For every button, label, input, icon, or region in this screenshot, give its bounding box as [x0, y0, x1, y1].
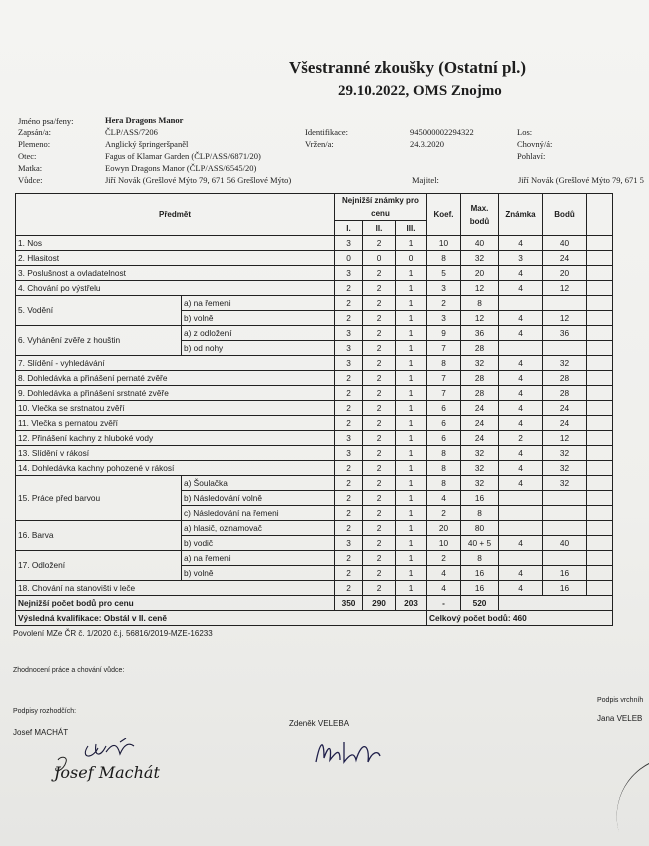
cell-koef: 8	[427, 356, 461, 371]
cell-points: 28	[543, 371, 587, 386]
cell-max: 40 + 5	[461, 536, 499, 551]
cell-i: 2	[335, 581, 363, 596]
row-subitem: a) hlasič, oznamovač	[182, 521, 335, 536]
cell-ii: 2	[363, 521, 396, 536]
table-row	[16, 476, 613, 491]
dog-handler: Jiří Novák (Grešlové Mýto 79, 671 56 Grešlové Mýto)	[105, 175, 292, 185]
results-body	[16, 236, 613, 596]
cell-grade: 4	[499, 356, 543, 371]
label-born: Vržen/a:	[305, 139, 334, 149]
cell-iii: 1	[396, 551, 427, 566]
table-row	[16, 356, 613, 371]
cell-i: 2	[335, 386, 363, 401]
table-row	[16, 461, 613, 476]
cell-iii: 1	[396, 536, 427, 551]
cell-grade: 2	[499, 431, 543, 446]
cell-points	[543, 551, 587, 566]
judge-2-name: Zdeněk VELEBA	[289, 719, 350, 728]
cell-koef: 20	[427, 521, 461, 536]
evaluation-label: Zhodnocení práce a chování vůdce:	[13, 667, 125, 674]
cell-i: 2	[335, 551, 363, 566]
row-subject: 8. Dohledávka a přinášení pernaté zvěře	[16, 371, 335, 386]
cell-koef: 8	[427, 461, 461, 476]
dog-born: 24.3.2020	[410, 139, 444, 149]
cell-empty	[587, 566, 613, 581]
cell-empty	[587, 476, 613, 491]
row-subject: 2. Hlasitost	[16, 251, 335, 266]
cell-max: 16	[461, 566, 499, 581]
row-subject: 9. Dohledávka a přinášení srstnaté zvěře	[16, 386, 335, 401]
cell-ii: 2	[363, 536, 396, 551]
row-subject: 17. Odložení	[16, 551, 182, 581]
cell-grade: 4	[499, 236, 543, 251]
cell-iii: 0	[396, 251, 427, 266]
totals-prize-1: 350	[335, 596, 363, 611]
cell-i: 0	[335, 251, 363, 266]
totals-prize-3: 203	[396, 596, 427, 611]
table-row	[16, 296, 613, 311]
cell-i: 2	[335, 281, 363, 296]
cell-empty	[587, 521, 613, 536]
cell-ii: 2	[363, 581, 396, 596]
row-subject: 15. Práce před barvou	[16, 476, 182, 521]
table-row	[16, 416, 613, 431]
judge-2-signature	[310, 732, 390, 772]
cell-points: 24	[543, 416, 587, 431]
cell-max: 32	[461, 461, 499, 476]
paper-fold	[603, 758, 649, 832]
label-dam: Matka:	[18, 163, 43, 173]
cell-iii: 1	[396, 416, 427, 431]
cell-max: 28	[461, 386, 499, 401]
cell-empty	[587, 536, 613, 551]
cell-i: 3	[335, 341, 363, 356]
cell-iii: 1	[396, 371, 427, 386]
cell-points: 32	[543, 461, 587, 476]
cell-koef: 6	[427, 416, 461, 431]
cell-points	[543, 521, 587, 536]
cell-empty	[587, 491, 613, 506]
row-subitem: c) Následování na řemeni	[182, 506, 335, 521]
cell-i: 3	[335, 266, 363, 281]
cell-empty	[587, 506, 613, 521]
cell-ii: 2	[363, 341, 396, 356]
cell-grade	[499, 491, 543, 506]
cell-i: 3	[335, 536, 363, 551]
cell-ii: 2	[363, 311, 396, 326]
cell-i: 2	[335, 461, 363, 476]
cell-ii: 2	[363, 506, 396, 521]
dog-reg: ČLP/ASS/7206	[105, 127, 158, 137]
table-row	[16, 581, 613, 596]
cell-iii: 1	[396, 386, 427, 401]
cell-points: 32	[543, 356, 587, 371]
cell-grade	[499, 506, 543, 521]
result-total-points: Celkový počet bodů: 460	[427, 611, 613, 626]
row-subject: 3. Poslušnost a ovladatelnost	[16, 266, 335, 281]
table-row	[16, 431, 613, 446]
cell-grade: 4	[499, 461, 543, 476]
row-subject: 14. Dohledávka kachny pohozené v rákosí	[16, 461, 335, 476]
row-subitem: b) Následování volně	[182, 491, 335, 506]
cell-empty	[587, 416, 613, 431]
table-row	[16, 236, 613, 251]
cell-grade: 4	[499, 326, 543, 341]
table-row	[16, 551, 613, 566]
label-handler: Vůdce:	[18, 175, 43, 185]
cell-grade: 4	[499, 566, 543, 581]
cell-koef: 4	[427, 491, 461, 506]
label-sex: Pohlaví:	[517, 151, 546, 161]
judges-label: Podpisy rozhodčích:	[13, 708, 77, 715]
cell-max: 32	[461, 251, 499, 266]
row-subitem: b) od nohy	[182, 341, 335, 356]
dog-breed: Anglický špringeršpaněl	[105, 139, 189, 149]
cell-empty	[587, 431, 613, 446]
cell-max: 16	[461, 491, 499, 506]
cell-ii: 2	[363, 356, 396, 371]
cell-grade: 4	[499, 266, 543, 281]
cell-points: 16	[543, 566, 587, 581]
header-points: Bodů	[543, 194, 587, 236]
table-row	[16, 401, 613, 416]
cell-points: 32	[543, 476, 587, 491]
cell-i: 3	[335, 326, 363, 341]
cell-ii: 2	[363, 491, 396, 506]
table-row	[16, 251, 613, 266]
cell-ii: 2	[363, 296, 396, 311]
chief-judge-name: Jana VELEB	[597, 714, 643, 723]
cell-empty	[587, 281, 613, 296]
cell-points: 28	[543, 386, 587, 401]
cell-ii: 2	[363, 386, 396, 401]
dog-name: Hera Dragons Manor	[105, 115, 184, 125]
cell-empty	[587, 461, 613, 476]
cell-grade: 4	[499, 281, 543, 296]
row-subject: 4. Chování po výstřelu	[16, 281, 335, 296]
result-qualification: Výsledná kvalifikace: Obstál v II. ceně	[16, 611, 427, 626]
cell-i: 3	[335, 431, 363, 446]
cell-grade: 4	[499, 536, 543, 551]
cell-empty	[587, 386, 613, 401]
row-subitem: b) volně	[182, 311, 335, 326]
row-subitem: a) na řemeni	[182, 551, 335, 566]
cell-koef: 6	[427, 431, 461, 446]
cell-i: 2	[335, 311, 363, 326]
row-subject: 13. Slídění v rákosí	[16, 446, 335, 461]
cell-koef: 2	[427, 551, 461, 566]
cell-iii: 1	[396, 296, 427, 311]
cell-koef: 10	[427, 236, 461, 251]
label-owner: Majitel:	[412, 175, 439, 185]
cell-ii: 2	[363, 551, 396, 566]
cell-koef: 9	[427, 326, 461, 341]
cell-points: 40	[543, 236, 587, 251]
cell-iii: 1	[396, 266, 427, 281]
approval-note: Povolení MZe ČR č. 1/2020 č.j. 56816/2019-MZE-16233	[13, 629, 213, 638]
cell-iii: 1	[396, 581, 427, 596]
cell-ii: 2	[363, 281, 396, 296]
cell-iii: 1	[396, 431, 427, 446]
cell-iii: 1	[396, 356, 427, 371]
cell-koef: 8	[427, 446, 461, 461]
cell-points: 12	[543, 281, 587, 296]
row-subject: 6. Vyhánění zvěře z houštin	[16, 326, 182, 356]
cell-grade: 4	[499, 581, 543, 596]
cell-iii: 1	[396, 326, 427, 341]
cell-points: 12	[543, 311, 587, 326]
header-lowest-grades: Nejnižší známky pro cenu	[335, 194, 427, 221]
cell-i: 3	[335, 446, 363, 461]
row-subitem: b) volně	[182, 566, 335, 581]
row-subitem: a) na řemeni	[182, 296, 335, 311]
cell-i: 2	[335, 296, 363, 311]
header-prize-1: I.	[335, 221, 363, 236]
row-subject: 5. Vodění	[16, 296, 182, 326]
cell-iii: 1	[396, 401, 427, 416]
cell-iii: 1	[396, 461, 427, 476]
cell-koef: 4	[427, 566, 461, 581]
cell-i: 3	[335, 356, 363, 371]
cell-ii: 2	[363, 416, 396, 431]
label-breed: Plemeno:	[18, 139, 51, 149]
cell-empty	[587, 551, 613, 566]
cell-koef: 6	[427, 401, 461, 416]
cell-max: 32	[461, 476, 499, 491]
cell-koef: 7	[427, 386, 461, 401]
cell-max: 32	[461, 446, 499, 461]
cell-empty	[587, 311, 613, 326]
cell-grade	[499, 341, 543, 356]
label-reg: Zapsán/a:	[18, 127, 52, 137]
cell-ii: 2	[363, 446, 396, 461]
cell-points: 32	[543, 446, 587, 461]
cell-i: 2	[335, 521, 363, 536]
cell-max: 40	[461, 236, 499, 251]
cell-i: 3	[335, 236, 363, 251]
cell-max: 8	[461, 551, 499, 566]
cell-empty	[587, 251, 613, 266]
cell-max: 12	[461, 311, 499, 326]
results-table	[15, 193, 613, 626]
dog-sire: Fagus of Klamar Garden (ČLP/ASS/6871/20)	[105, 151, 261, 161]
cell-grade: 4	[499, 311, 543, 326]
cell-iii: 1	[396, 236, 427, 251]
header-subject: Předmět	[16, 194, 335, 236]
header-grade: Známka	[499, 194, 543, 236]
dog-chip: 945000002294322	[410, 127, 474, 137]
chief-judge-label: Podpis vrchníh	[597, 697, 644, 704]
cell-koef: 2	[427, 296, 461, 311]
cell-max: 36	[461, 326, 499, 341]
header-max-points: Max. bodů	[461, 194, 499, 236]
cell-empty	[587, 296, 613, 311]
table-row	[16, 266, 613, 281]
cell-empty	[587, 326, 613, 341]
table-row	[16, 371, 613, 386]
row-subject: 7. Slídění - vyhledávání	[16, 356, 335, 371]
cell-grade	[499, 296, 543, 311]
cell-iii: 1	[396, 281, 427, 296]
totals-empty	[499, 596, 613, 611]
label-sire: Otec:	[18, 151, 37, 161]
cell-ii: 2	[363, 266, 396, 281]
cell-empty	[587, 236, 613, 251]
cell-koef: 2	[427, 506, 461, 521]
totals-max: 520	[461, 596, 499, 611]
cell-koef: 7	[427, 371, 461, 386]
cell-grade	[499, 521, 543, 536]
cell-max: 80	[461, 521, 499, 536]
cell-iii: 1	[396, 446, 427, 461]
judge-1-signature	[50, 738, 180, 786]
cell-max: 24	[461, 401, 499, 416]
cell-koef: 3	[427, 281, 461, 296]
label-tattoo: Los:	[517, 127, 533, 137]
cell-grade: 4	[499, 386, 543, 401]
cell-iii: 1	[396, 311, 427, 326]
cell-ii: 2	[363, 236, 396, 251]
cell-empty	[587, 401, 613, 416]
cell-max: 24	[461, 431, 499, 446]
cell-empty	[587, 581, 613, 596]
cell-i: 2	[335, 476, 363, 491]
svg-text:Josef Machát: Josef Machát	[54, 763, 160, 782]
cell-empty	[587, 266, 613, 281]
cell-empty	[587, 446, 613, 461]
cell-grade: 3	[499, 251, 543, 266]
cell-points	[543, 341, 587, 356]
cell-points	[543, 296, 587, 311]
cell-koef: 4	[427, 581, 461, 596]
cell-grade: 4	[499, 416, 543, 431]
cell-max: 24	[461, 416, 499, 431]
label-breeder: Chovný/á:	[517, 139, 553, 149]
cell-grade: 4	[499, 476, 543, 491]
header-prize-2: II.	[363, 221, 396, 236]
dog-owner: Jiří Novák (Grešlové Mýto 79, 671 5	[518, 175, 644, 185]
cell-ii: 0	[363, 251, 396, 266]
dog-dam: Eowyn Dragons Manor (ČLP/ASS/6545/20)	[105, 163, 257, 173]
table-row	[16, 281, 613, 296]
cell-points: 24	[543, 251, 587, 266]
row-subitem: a) z odložení	[182, 326, 335, 341]
cell-iii: 1	[396, 476, 427, 491]
cell-iii: 1	[396, 491, 427, 506]
table-row	[16, 326, 613, 341]
cell-iii: 1	[396, 566, 427, 581]
cell-iii: 1	[396, 506, 427, 521]
cell-koef: 8	[427, 476, 461, 491]
header-empty	[587, 194, 613, 236]
cell-max: 12	[461, 281, 499, 296]
row-subitem: a) Šoulačka	[182, 476, 335, 491]
cell-max: 8	[461, 296, 499, 311]
document-subtitle: 29.10.2022, OMS Znojmo	[338, 83, 502, 99]
cell-iii: 1	[396, 341, 427, 356]
cell-points: 36	[543, 326, 587, 341]
cell-max: 32	[461, 356, 499, 371]
cell-i: 2	[335, 371, 363, 386]
table-row	[16, 386, 613, 401]
cell-ii: 2	[363, 476, 396, 491]
cell-i: 2	[335, 416, 363, 431]
cell-koef: 3	[427, 311, 461, 326]
cell-empty	[587, 371, 613, 386]
cell-ii: 2	[363, 431, 396, 446]
label-name: Jméno psa/feny:	[18, 116, 74, 126]
row-subject: 18. Chování na stanovišti v leče	[16, 581, 335, 596]
cell-grade: 4	[499, 401, 543, 416]
cell-points: 16	[543, 581, 587, 596]
cell-points: 12	[543, 431, 587, 446]
cell-points	[543, 491, 587, 506]
cell-grade: 4	[499, 371, 543, 386]
cell-koef: 7	[427, 341, 461, 356]
cell-i: 2	[335, 401, 363, 416]
header-prize-3: III.	[396, 221, 427, 236]
cell-ii: 2	[363, 401, 396, 416]
cell-ii: 2	[363, 371, 396, 386]
cell-max: 28	[461, 371, 499, 386]
cell-grade	[499, 551, 543, 566]
table-row	[16, 446, 613, 461]
totals-prize-2: 290	[363, 596, 396, 611]
cell-points: 40	[543, 536, 587, 551]
cell-max: 28	[461, 341, 499, 356]
cell-max: 16	[461, 581, 499, 596]
document-title: Všestranné zkoušky (Ostatní pl.)	[289, 58, 527, 77]
cell-koef: 8	[427, 251, 461, 266]
judge-1-name: Josef MACHÁT	[13, 728, 69, 737]
cell-max: 8	[461, 506, 499, 521]
row-subitem: b) vodič	[182, 536, 335, 551]
table-row	[16, 521, 613, 536]
label-chip: Identifikace:	[305, 127, 348, 137]
cell-max: 20	[461, 266, 499, 281]
cell-empty	[587, 356, 613, 371]
row-subject: 1. Nos	[16, 236, 335, 251]
row-subject: 11. Vlečka s pernatou zvěří	[16, 416, 335, 431]
cell-ii: 2	[363, 461, 396, 476]
cell-ii: 2	[363, 326, 396, 341]
totals-label: Nejnižší počet bodů pro cenu	[16, 596, 335, 611]
cell-koef: 5	[427, 266, 461, 281]
cell-empty	[587, 341, 613, 356]
cell-points: 20	[543, 266, 587, 281]
cell-i: 2	[335, 566, 363, 581]
cell-points: 24	[543, 401, 587, 416]
cell-i: 2	[335, 506, 363, 521]
cell-i: 2	[335, 491, 363, 506]
row-subject: 16. Barva	[16, 521, 182, 551]
header-coefficient: Koef.	[427, 194, 461, 236]
cell-koef: 10	[427, 536, 461, 551]
row-subject: 12. Přinášení kachny z hluboké vody	[16, 431, 335, 446]
cell-ii: 2	[363, 566, 396, 581]
cell-iii: 1	[396, 521, 427, 536]
cell-points	[543, 506, 587, 521]
cell-grade: 4	[499, 446, 543, 461]
totals-coefficient: -	[427, 596, 461, 611]
row-subject: 10. Vlečka se srstnatou zvěří	[16, 401, 335, 416]
